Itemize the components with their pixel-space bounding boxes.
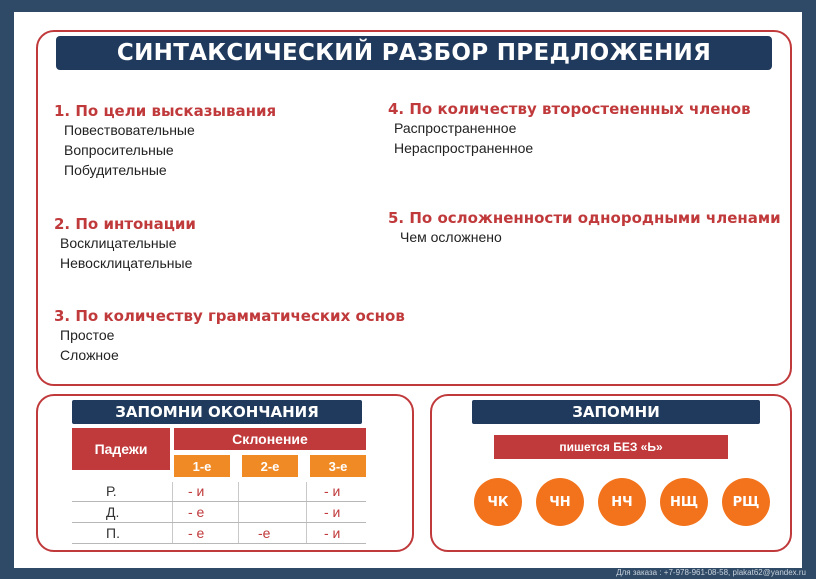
section-item: Сложное (60, 347, 119, 363)
case-label: П. (106, 525, 120, 541)
declension-2-header: 2-е (242, 455, 298, 477)
section-heading: 2. По интонации (54, 215, 196, 233)
table-row (72, 482, 366, 502)
ending-cell: - и (324, 483, 341, 499)
combo-badge: НЧ (598, 478, 646, 526)
case-label: Р. (106, 483, 117, 499)
section-heading: 1. По цели высказывания (54, 102, 277, 120)
section-item: Чем осложнено (400, 229, 502, 245)
ending-cell: -е (258, 525, 271, 541)
declension-1-header: 1-е (174, 455, 230, 477)
declension-header: Склонение (174, 428, 366, 450)
ending-cell: - и (324, 525, 341, 541)
poster-sheet (14, 12, 802, 568)
combo-badge: РЩ (722, 478, 770, 526)
page-title: СИНТАКСИЧЕСКИЙ РАЗБОР ПРЕДЛОЖЕНИЯ (56, 36, 772, 70)
section-item: Нераспространенное (394, 140, 534, 156)
ending-cell: - е (188, 504, 205, 520)
order-contact-footer: Для заказа : +7-978-961-08-58, plakat62@yandex.ru (616, 568, 806, 577)
ending-cell: - и (324, 504, 341, 520)
section-heading: 5. По осложненности однородными членами (388, 209, 781, 227)
section-item: Восклицательные (60, 235, 177, 251)
section-item: Вопросительные (64, 142, 174, 158)
section-item: Распространенное (394, 120, 517, 136)
table-row (72, 503, 366, 523)
table-row (72, 524, 366, 544)
section-item: Повествовательные (64, 122, 195, 138)
section-heading: 3. По количеству грамматических основ (54, 307, 405, 325)
remember-header: ЗАПОМНИ (472, 400, 760, 424)
endings-header: ЗАПОМНИ ОКОНЧАНИЯ (72, 400, 362, 424)
cases-column-header: Падежи (72, 428, 170, 470)
section-purpose (54, 102, 276, 180)
section-item: Невосклицательные (60, 255, 193, 271)
ending-cell: - е (188, 525, 205, 541)
combo-badge: НЩ (660, 478, 708, 526)
combo-badge: ЧН (536, 478, 584, 526)
section-intonation (54, 215, 196, 273)
ending-cell: - и (188, 483, 205, 499)
combo-badge: ЧК (474, 478, 522, 526)
section-item: Побудительные (64, 162, 167, 178)
section-grammatical-bases (54, 307, 405, 365)
case-label: Д. (106, 504, 120, 520)
no-soft-sign-note: пишется БЕЗ «Ь» (494, 435, 728, 459)
declension-3-header: 3-е (310, 455, 366, 477)
section-secondary-members (388, 100, 751, 158)
section-homogeneous-members (388, 209, 781, 247)
section-item: Простое (60, 327, 115, 343)
section-heading: 4. По количеству второстененных членов (388, 100, 751, 118)
